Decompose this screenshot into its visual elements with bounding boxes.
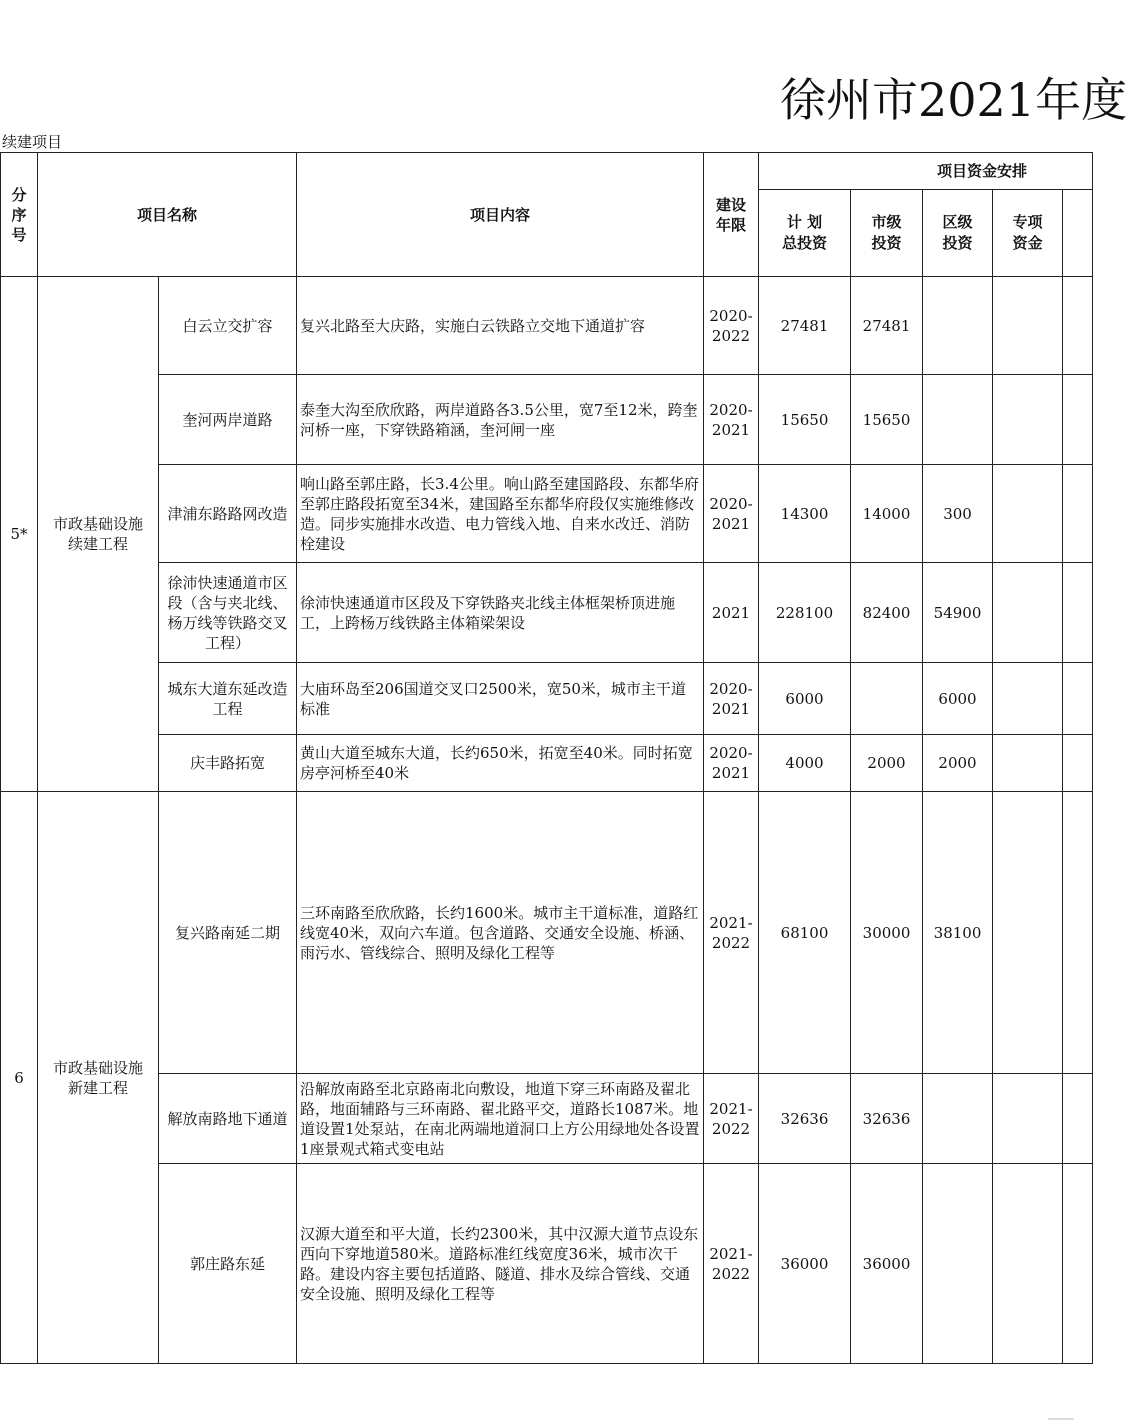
project-content: 沿解放南路至北京路南北向敷设，地道下穿三环南路及翟北路，地面辅路与三环南路、翟北路平交，道路长1087米。地道设置1处泵站，在南北两端地道洞口上方公用绿地处各设置1座景观式箱式变电站 [297,1074,704,1164]
project-period: 2021-2022 [704,1074,759,1164]
project-content: 复兴北路至大庆路，实施白云铁路立交地下通道扩容 [297,277,704,375]
total-investment: 4000 [759,735,851,792]
district-investment [923,277,993,375]
city-investment: 82400 [851,563,923,663]
table-row [1,375,1093,465]
special-fund [993,277,1063,375]
total-investment: 36000 [759,1164,851,1364]
document-title: 徐州市2021年度 [780,73,1127,127]
city-investment: 15650 [851,375,923,465]
special-fund [993,465,1063,563]
extra-cell [1063,465,1093,563]
table-row [1,563,1093,663]
project-period: 2020-2021 [704,375,759,465]
extra-cell [1063,735,1093,792]
total-investment: 15650 [759,375,851,465]
project-period: 2020-2021 [704,735,759,792]
special-fund [993,735,1063,792]
header-name: 项目名称 [38,153,297,277]
project-name: 解放南路地下通道 [159,1074,297,1164]
project-name: 徐沛快速通道市区段（含与夹北线、杨万线等铁路交叉工程） [159,563,297,663]
extra-cell [1063,1164,1093,1364]
group-seq: 6 [1,792,38,1364]
header-funding-group: 项目资金安排 [759,153,1093,190]
city-investment [851,663,923,735]
header-period: 建设年限 [704,153,759,277]
extra-cell [1063,792,1093,1074]
table-row [1,792,1093,1074]
header-extra [1063,190,1093,277]
city-investment: 27481 [851,277,923,375]
header-content: 项目内容 [297,153,704,277]
total-investment: 32636 [759,1074,851,1164]
table-row [1,735,1093,792]
city-investment: 36000 [851,1164,923,1364]
district-investment [923,1074,993,1164]
section-label: 续建项目 [2,133,63,151]
special-fund [993,792,1063,1074]
header-special: 专项资金 [993,190,1063,277]
district-investment [923,375,993,465]
district-investment: 300 [923,465,993,563]
city-investment: 14000 [851,465,923,563]
project-period: 2020-2021 [704,465,759,563]
project-period: 2020-2021 [704,663,759,735]
project-period: 2021 [704,563,759,663]
special-fund [993,1164,1063,1364]
header-total: 计 划总投资 [759,190,851,277]
project-name: 城东大道东延改造工程 [159,663,297,735]
special-fund [993,663,1063,735]
extra-cell [1063,563,1093,663]
table-row [1,465,1093,563]
project-period: 2021-2022 [704,1164,759,1364]
project-name: 复兴路南延二期 [159,792,297,1074]
group-category: 市政基础设施新建工程 [38,792,159,1364]
district-investment: 6000 [923,663,993,735]
total-investment: 228100 [759,563,851,663]
extra-cell [1063,663,1093,735]
district-investment [923,1164,993,1364]
project-table [0,152,1093,1364]
header-city: 市级投资 [851,190,923,277]
project-name: 白云立交扩容 [159,277,297,375]
project-name: 庆丰路拓宽 [159,735,297,792]
table-row [1,1074,1093,1164]
table-row [1,1164,1093,1364]
project-content: 黄山大道至城东大道，长约650米，拓宽至40米。同时拓宽房亭河桥至40米 [297,735,704,792]
watermark-mark [1046,1414,1076,1424]
total-investment: 6000 [759,663,851,735]
city-investment: 32636 [851,1074,923,1164]
project-period: 2020-2022 [704,277,759,375]
project-content: 三环南路至欣欣路，长约1600米。城市主干道标准，道路红线宽40米，双向六车道。包含道路、交通安全设施、桥涵、雨污水、管线综合、照明及绿化工程等 [297,792,704,1074]
district-investment: 38100 [923,792,993,1074]
project-content: 大庙环岛至206国道交叉口2500米，宽50米，城市主干道标准 [297,663,704,735]
project-name: 郭庄路东延 [159,1164,297,1364]
total-investment: 27481 [759,277,851,375]
total-investment: 68100 [759,792,851,1074]
special-fund [993,1074,1063,1164]
extra-cell [1063,375,1093,465]
header-seq: 分序号 [1,153,38,277]
district-investment: 2000 [923,735,993,792]
project-content: 徐沛快速通道市区段及下穿铁路夹北线主体框架桥顶进施工，上跨杨万线铁路主体箱梁架设 [297,563,704,663]
extra-cell [1063,1074,1093,1164]
special-fund [993,563,1063,663]
district-investment: 54900 [923,563,993,663]
project-content: 汉源大道至和平大道，长约2300米，其中汉源大道节点设东西向下穿地道580米。道路标准红线宽度36米，城市次干路。建设内容主要包括道路、隧道、排水及综合管线、交通安全设施、照明及绿化工程等 [297,1164,704,1364]
project-content: 泰奎大沟至欣欣路，两岸道路各3.5公里，宽7至12米，跨奎河桥一座，下穿铁路箱涵，奎河闸一座 [297,375,704,465]
project-content: 响山路至郭庄路，长3.4公里。响山路至建国路段、东都华府至郭庄路段拓宽至34米，建国路至东都华府段仅实施维修改造。同步实施排水改造、电力管线入地、自来水改迁、消防栓建设 [297,465,704,563]
project-name: 奎河两岸道路 [159,375,297,465]
extra-cell [1063,277,1093,375]
city-investment: 2000 [851,735,923,792]
table-row [1,277,1093,375]
header-district: 区级投资 [923,190,993,277]
project-period: 2021-2022 [704,792,759,1074]
special-fund [993,375,1063,465]
group-category: 市政基础设施续建工程 [38,277,159,792]
total-investment: 14300 [759,465,851,563]
city-investment: 30000 [851,792,923,1074]
project-name: 津浦东路路网改造 [159,465,297,563]
table-row [1,663,1093,735]
group-seq: 5* [1,277,38,792]
